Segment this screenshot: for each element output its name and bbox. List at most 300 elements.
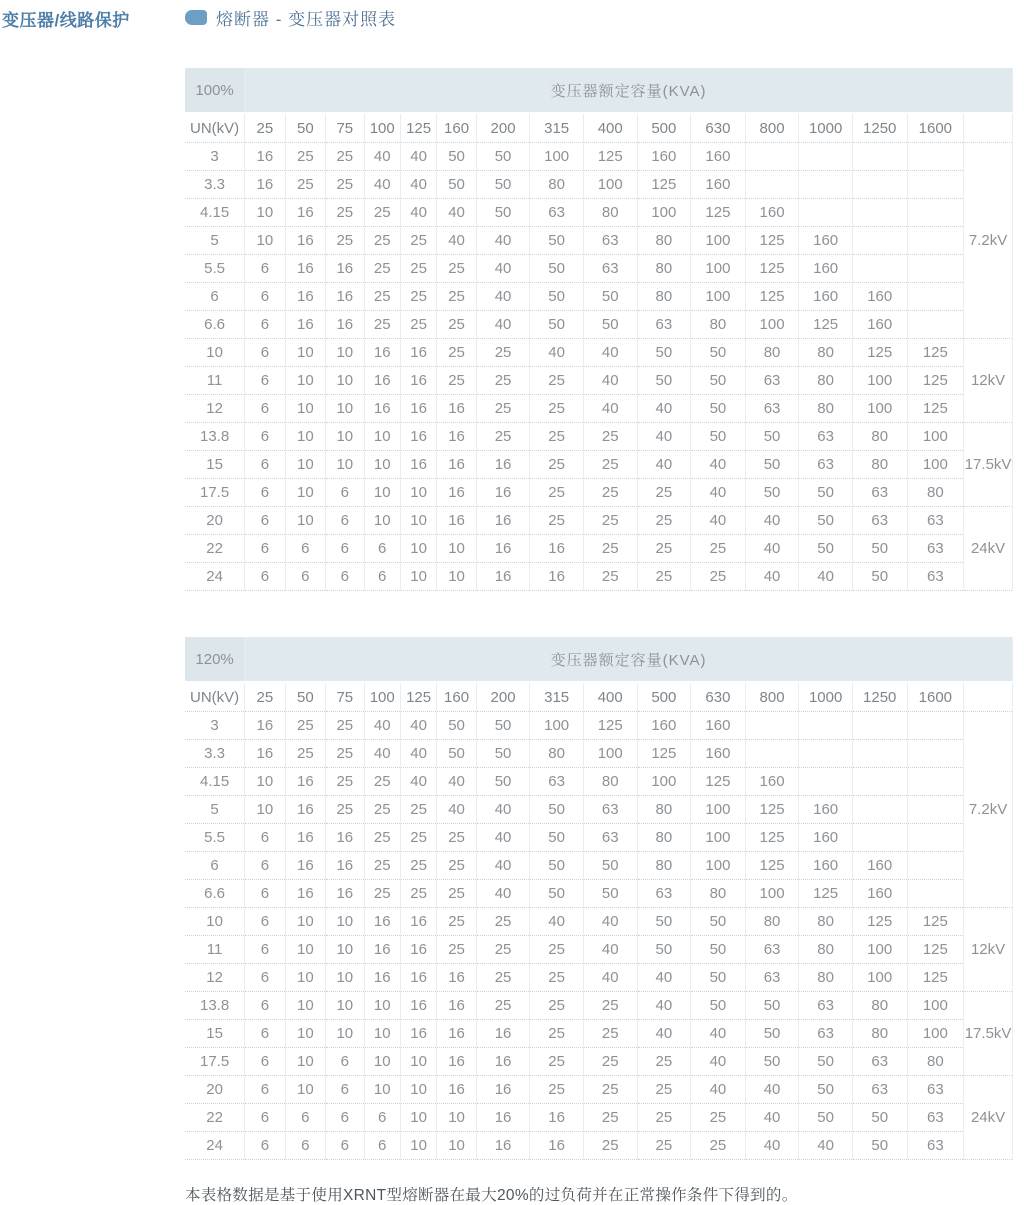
col-header: 800 xyxy=(745,682,799,712)
value-cell: 25 xyxy=(364,852,400,880)
value-cell: 63 xyxy=(583,824,637,852)
value-cell: 40 xyxy=(745,1132,799,1160)
value-cell: 50 xyxy=(799,1048,853,1076)
value-cell: 100 xyxy=(745,311,799,339)
value-cell: 10 xyxy=(364,1076,400,1104)
value-cell: 50 xyxy=(745,423,799,451)
value-cell: 25 xyxy=(364,824,400,852)
value-cell xyxy=(799,171,853,199)
value-cell: 6 xyxy=(326,1076,364,1104)
value-cell xyxy=(907,143,964,171)
table-row xyxy=(185,768,1013,796)
value-cell: 10 xyxy=(285,936,325,964)
col-header: 50 xyxy=(285,682,325,712)
value-cell: 63 xyxy=(852,1048,907,1076)
value-cell: 25 xyxy=(583,535,637,563)
value-cell: 80 xyxy=(637,227,691,255)
value-cell: 6 xyxy=(364,563,400,591)
value-cell: 6 xyxy=(285,563,325,591)
un-cell: 22 xyxy=(185,1104,245,1132)
table-row xyxy=(185,143,1013,171)
value-cell: 40 xyxy=(691,1020,746,1048)
value-cell: 6 xyxy=(285,535,325,563)
value-cell: 50 xyxy=(691,908,746,936)
value-cell: 125 xyxy=(799,880,853,908)
value-cell: 80 xyxy=(637,796,691,824)
kv-group-label: 17.5kV xyxy=(964,992,1013,1076)
value-cell: 6 xyxy=(245,1048,285,1076)
col-header: 125 xyxy=(400,682,436,712)
value-cell: 16 xyxy=(476,479,530,507)
value-cell: 80 xyxy=(799,395,853,423)
value-cell: 25 xyxy=(437,367,476,395)
value-cell: 16 xyxy=(285,255,325,283)
value-cell: 16 xyxy=(364,964,400,992)
value-cell: 10 xyxy=(285,367,325,395)
value-cell: 50 xyxy=(691,964,746,992)
value-cell: 16 xyxy=(285,880,325,908)
value-cell: 6 xyxy=(285,1104,325,1132)
value-cell: 100 xyxy=(852,367,907,395)
fuse-transformer-table xyxy=(185,637,1013,1160)
value-cell: 16 xyxy=(245,712,285,740)
value-cell: 125 xyxy=(745,852,799,880)
value-cell: 25 xyxy=(583,992,637,1020)
value-cell xyxy=(852,796,907,824)
value-cell: 16 xyxy=(400,992,436,1020)
value-cell: 25 xyxy=(637,507,691,535)
value-cell: 100 xyxy=(530,712,584,740)
value-cell: 100 xyxy=(691,227,746,255)
value-cell: 40 xyxy=(437,768,476,796)
value-cell: 50 xyxy=(852,563,907,591)
value-cell: 80 xyxy=(530,740,584,768)
value-cell: 50 xyxy=(530,255,584,283)
value-cell: 10 xyxy=(400,563,436,591)
value-cell: 63 xyxy=(852,507,907,535)
value-cell: 40 xyxy=(745,507,799,535)
value-cell: 16 xyxy=(400,367,436,395)
value-cell: 16 xyxy=(285,796,325,824)
value-cell xyxy=(852,740,907,768)
value-cell: 100 xyxy=(907,1020,964,1048)
value-cell: 40 xyxy=(637,1020,691,1048)
value-cell: 16 xyxy=(326,880,364,908)
un-cell: 6.6 xyxy=(185,311,245,339)
value-cell: 10 xyxy=(364,479,400,507)
value-cell: 25 xyxy=(326,171,364,199)
value-cell: 25 xyxy=(437,311,476,339)
value-cell: 160 xyxy=(799,796,853,824)
section-header xyxy=(185,6,1014,28)
value-cell: 25 xyxy=(691,535,746,563)
value-cell: 80 xyxy=(637,255,691,283)
col-header: 160 xyxy=(437,113,476,143)
value-cell: 160 xyxy=(799,283,853,311)
column-header-row xyxy=(185,113,1013,143)
value-cell: 50 xyxy=(530,796,584,824)
kv-group-label: 24kV xyxy=(964,507,1013,591)
un-cell: 17.5 xyxy=(185,479,245,507)
value-cell: 125 xyxy=(691,199,746,227)
value-cell: 16 xyxy=(364,936,400,964)
value-cell: 63 xyxy=(745,367,799,395)
value-cell: 25 xyxy=(637,1104,691,1132)
value-cell: 16 xyxy=(437,479,476,507)
value-cell xyxy=(907,824,964,852)
value-cell: 25 xyxy=(530,395,584,423)
col-header: 630 xyxy=(691,113,746,143)
value-cell: 16 xyxy=(530,1104,584,1132)
un-cell: 3.3 xyxy=(185,171,245,199)
table-row xyxy=(185,423,1013,451)
value-cell: 10 xyxy=(364,992,400,1020)
value-cell: 16 xyxy=(476,1132,530,1160)
un-cell: 15 xyxy=(185,1020,245,1048)
value-cell: 50 xyxy=(530,824,584,852)
un-cell: 5 xyxy=(185,227,245,255)
value-cell: 160 xyxy=(691,712,746,740)
value-cell: 6 xyxy=(364,535,400,563)
value-cell: 25 xyxy=(437,255,476,283)
value-cell: 16 xyxy=(326,311,364,339)
value-cell xyxy=(852,143,907,171)
un-cell: 4.15 xyxy=(185,768,245,796)
value-cell: 25 xyxy=(326,143,364,171)
value-cell: 50 xyxy=(437,712,476,740)
footer-note: 本表格数据是基于使用XRNT型熔断器在最大20%的过负荷并在正常操作条件下得到的。 xyxy=(185,1187,798,1204)
value-cell: 10 xyxy=(245,796,285,824)
value-cell: 160 xyxy=(852,852,907,880)
value-cell: 10 xyxy=(285,964,325,992)
value-cell: 10 xyxy=(437,1104,476,1132)
value-cell: 6 xyxy=(245,283,285,311)
value-cell: 63 xyxy=(907,507,964,535)
value-cell: 50 xyxy=(437,740,476,768)
value-cell: 10 xyxy=(245,227,285,255)
value-cell: 63 xyxy=(530,199,584,227)
table-row xyxy=(185,339,1013,367)
value-cell: 16 xyxy=(245,171,285,199)
value-cell: 80 xyxy=(799,936,853,964)
value-cell xyxy=(907,199,964,227)
value-cell: 6 xyxy=(245,1104,285,1132)
un-cell: 3.3 xyxy=(185,740,245,768)
col-header: 315 xyxy=(530,682,584,712)
value-cell xyxy=(907,283,964,311)
value-cell: 6 xyxy=(326,1048,364,1076)
value-cell: 50 xyxy=(476,712,530,740)
value-cell: 40 xyxy=(476,227,530,255)
value-cell: 40 xyxy=(583,367,637,395)
col-header: 100 xyxy=(364,682,400,712)
value-cell: 63 xyxy=(799,992,853,1020)
un-cell: 24 xyxy=(185,1132,245,1160)
value-cell: 125 xyxy=(745,255,799,283)
value-cell: 40 xyxy=(745,1076,799,1104)
value-cell: 25 xyxy=(476,908,530,936)
value-cell: 25 xyxy=(583,1104,637,1132)
value-cell: 160 xyxy=(799,852,853,880)
value-cell: 50 xyxy=(583,311,637,339)
value-cell: 16 xyxy=(476,1048,530,1076)
value-cell: 80 xyxy=(745,339,799,367)
value-cell: 40 xyxy=(400,199,436,227)
value-cell: 16 xyxy=(326,255,364,283)
table-row xyxy=(185,563,1013,591)
kv-group-label: 24kV xyxy=(964,1076,1013,1160)
value-cell: 25 xyxy=(364,255,400,283)
value-cell: 160 xyxy=(799,255,853,283)
fuse-transformer-table xyxy=(185,68,1013,591)
value-cell: 25 xyxy=(326,227,364,255)
value-cell xyxy=(852,255,907,283)
value-cell: 125 xyxy=(691,768,746,796)
value-cell: 100 xyxy=(637,768,691,796)
sidebar-title: 变压器/线路保护 xyxy=(2,11,130,30)
value-cell: 16 xyxy=(476,1104,530,1132)
value-cell: 25 xyxy=(437,339,476,367)
value-cell: 16 xyxy=(364,395,400,423)
value-cell: 50 xyxy=(745,992,799,1020)
value-cell: 25 xyxy=(583,423,637,451)
table-row xyxy=(185,227,1013,255)
value-cell: 100 xyxy=(852,964,907,992)
value-cell: 16 xyxy=(326,283,364,311)
col-header: 25 xyxy=(245,682,285,712)
value-cell xyxy=(907,740,964,768)
value-cell: 10 xyxy=(437,563,476,591)
value-cell: 16 xyxy=(437,451,476,479)
value-cell: 10 xyxy=(285,1020,325,1048)
value-cell: 25 xyxy=(530,1076,584,1104)
value-cell: 10 xyxy=(326,367,364,395)
value-cell: 10 xyxy=(437,535,476,563)
value-cell: 40 xyxy=(476,255,530,283)
un-cell: 13.8 xyxy=(185,992,245,1020)
value-cell: 6 xyxy=(245,1076,285,1104)
value-cell: 40 xyxy=(637,992,691,1020)
value-cell: 80 xyxy=(852,1020,907,1048)
table-row xyxy=(185,1132,1013,1160)
value-cell xyxy=(852,227,907,255)
value-cell: 40 xyxy=(364,143,400,171)
value-cell: 40 xyxy=(799,563,853,591)
value-cell: 16 xyxy=(364,339,400,367)
value-cell: 40 xyxy=(476,880,530,908)
kv-group-label: 17.5kV xyxy=(964,423,1013,507)
value-cell: 10 xyxy=(285,451,325,479)
value-cell: 40 xyxy=(476,283,530,311)
value-cell: 25 xyxy=(637,1132,691,1160)
header-strip-row xyxy=(185,68,1013,113)
value-cell: 25 xyxy=(583,451,637,479)
value-cell: 50 xyxy=(745,479,799,507)
value-cell: 50 xyxy=(476,768,530,796)
value-cell: 40 xyxy=(745,535,799,563)
value-cell: 50 xyxy=(476,199,530,227)
value-cell: 80 xyxy=(799,908,853,936)
value-cell: 25 xyxy=(285,143,325,171)
value-cell: 25 xyxy=(326,712,364,740)
value-cell: 160 xyxy=(745,768,799,796)
value-cell: 25 xyxy=(476,367,530,395)
value-cell: 16 xyxy=(245,143,285,171)
main-content xyxy=(185,6,1014,1205)
value-cell: 10 xyxy=(285,1076,325,1104)
value-cell: 125 xyxy=(907,339,964,367)
value-cell: 10 xyxy=(326,1020,364,1048)
value-cell: 16 xyxy=(530,563,584,591)
value-cell xyxy=(852,824,907,852)
value-cell xyxy=(907,311,964,339)
value-cell: 80 xyxy=(907,1048,964,1076)
value-cell: 25 xyxy=(437,880,476,908)
value-cell: 160 xyxy=(852,283,907,311)
value-cell: 25 xyxy=(400,311,436,339)
value-cell: 10 xyxy=(400,1048,436,1076)
value-cell: 100 xyxy=(637,199,691,227)
value-cell: 25 xyxy=(691,1132,746,1160)
value-cell xyxy=(852,171,907,199)
value-cell: 50 xyxy=(637,908,691,936)
value-cell: 80 xyxy=(637,852,691,880)
value-cell: 40 xyxy=(583,908,637,936)
value-cell: 16 xyxy=(437,507,476,535)
value-cell: 50 xyxy=(799,507,853,535)
value-cell: 6 xyxy=(245,1132,285,1160)
value-cell: 25 xyxy=(530,992,584,1020)
value-cell xyxy=(745,712,799,740)
value-cell: 25 xyxy=(364,227,400,255)
value-cell: 25 xyxy=(583,1132,637,1160)
value-cell: 40 xyxy=(400,171,436,199)
value-cell: 16 xyxy=(400,339,436,367)
value-cell: 125 xyxy=(745,283,799,311)
value-cell xyxy=(745,171,799,199)
value-cell: 25 xyxy=(530,507,584,535)
value-cell: 6 xyxy=(245,880,285,908)
value-cell: 40 xyxy=(691,507,746,535)
value-cell: 40 xyxy=(476,852,530,880)
value-cell: 6 xyxy=(326,507,364,535)
value-cell: 10 xyxy=(364,423,400,451)
value-cell: 25 xyxy=(530,1048,584,1076)
value-cell: 10 xyxy=(400,535,436,563)
un-cell: 22 xyxy=(185,535,245,563)
value-cell: 6 xyxy=(326,535,364,563)
capacity-header: 变压器额定容量(KVA) xyxy=(245,637,1013,682)
value-cell: 25 xyxy=(364,311,400,339)
value-cell: 40 xyxy=(530,339,584,367)
value-cell: 50 xyxy=(583,880,637,908)
value-cell: 40 xyxy=(476,796,530,824)
un-cell: 3 xyxy=(185,143,245,171)
col-header: 800 xyxy=(745,113,799,143)
value-cell: 25 xyxy=(437,908,476,936)
value-cell: 16 xyxy=(400,1020,436,1048)
value-cell: 6 xyxy=(326,479,364,507)
table-row xyxy=(185,1076,1013,1104)
value-cell: 50 xyxy=(691,367,746,395)
value-cell: 125 xyxy=(907,964,964,992)
value-cell: 40 xyxy=(476,311,530,339)
value-cell: 63 xyxy=(799,1020,853,1048)
table-row xyxy=(185,712,1013,740)
value-cell: 40 xyxy=(637,451,691,479)
value-cell: 125 xyxy=(745,824,799,852)
value-cell: 6 xyxy=(245,479,285,507)
value-cell: 6 xyxy=(364,1132,400,1160)
col-header: 1000 xyxy=(799,113,853,143)
col-header: 50 xyxy=(285,113,325,143)
value-cell: 25 xyxy=(476,423,530,451)
table-row xyxy=(185,1020,1013,1048)
value-cell: 80 xyxy=(852,423,907,451)
value-cell: 16 xyxy=(437,1020,476,1048)
value-cell: 125 xyxy=(583,143,637,171)
value-cell xyxy=(799,199,853,227)
value-cell: 25 xyxy=(400,796,436,824)
col-header: 1250 xyxy=(852,113,907,143)
value-cell: 25 xyxy=(583,1020,637,1048)
value-cell: 25 xyxy=(326,768,364,796)
value-cell xyxy=(907,171,964,199)
value-cell: 10 xyxy=(364,451,400,479)
value-cell: 50 xyxy=(637,936,691,964)
col-header: 200 xyxy=(476,113,530,143)
col-header: 200 xyxy=(476,682,530,712)
value-cell: 63 xyxy=(530,768,584,796)
value-cell: 16 xyxy=(476,507,530,535)
value-cell: 100 xyxy=(852,936,907,964)
col-header: 160 xyxy=(437,682,476,712)
value-cell: 100 xyxy=(907,451,964,479)
value-cell xyxy=(799,712,853,740)
value-cell: 40 xyxy=(691,1048,746,1076)
value-cell: 100 xyxy=(583,171,637,199)
table-row xyxy=(185,1104,1013,1132)
value-cell: 10 xyxy=(285,1048,325,1076)
value-cell: 25 xyxy=(530,479,584,507)
col-header: 25 xyxy=(245,113,285,143)
value-cell: 100 xyxy=(691,283,746,311)
value-cell: 16 xyxy=(437,1048,476,1076)
value-cell: 63 xyxy=(852,1076,907,1104)
value-cell: 50 xyxy=(583,283,637,311)
value-cell: 100 xyxy=(691,824,746,852)
table-row xyxy=(185,824,1013,852)
col-header: 630 xyxy=(691,682,746,712)
value-cell xyxy=(907,712,964,740)
value-cell: 40 xyxy=(364,712,400,740)
un-cell: 5 xyxy=(185,796,245,824)
un-cell: 10 xyxy=(185,339,245,367)
kv-group-label: 7.2kV xyxy=(964,143,1013,339)
value-cell: 40 xyxy=(745,1104,799,1132)
value-cell: 40 xyxy=(799,1132,853,1160)
value-cell: 63 xyxy=(745,936,799,964)
value-cell: 160 xyxy=(852,880,907,908)
value-cell: 50 xyxy=(530,311,584,339)
value-cell: 50 xyxy=(691,423,746,451)
value-cell: 80 xyxy=(637,824,691,852)
un-header: UN(kV) xyxy=(185,682,245,712)
value-cell: 63 xyxy=(907,1104,964,1132)
value-cell: 80 xyxy=(852,992,907,1020)
value-cell: 16 xyxy=(530,535,584,563)
table-row xyxy=(185,880,1013,908)
